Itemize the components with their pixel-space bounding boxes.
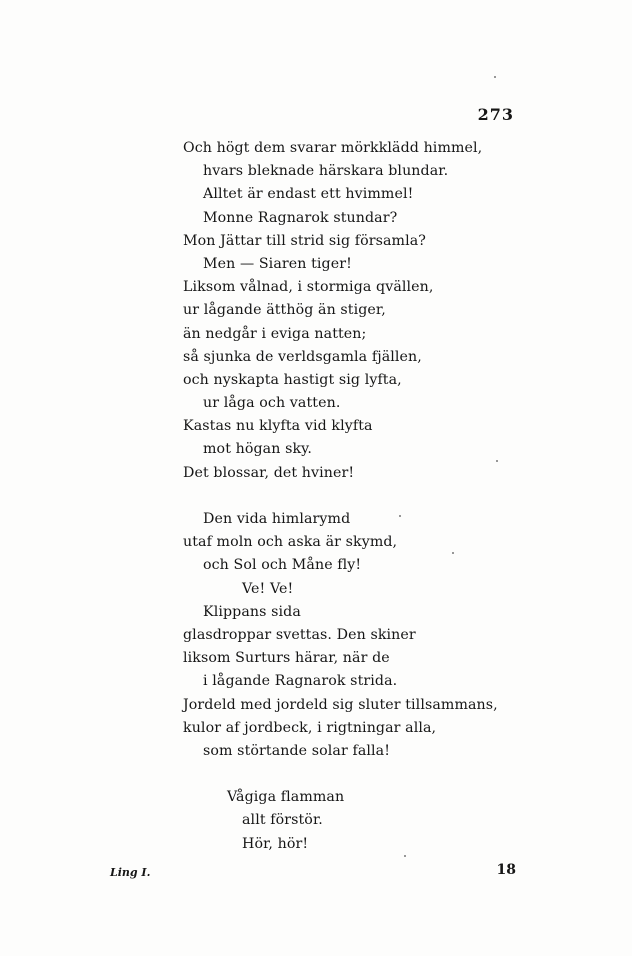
poem-line: ur lågande ätthög än stiger, xyxy=(183,302,386,319)
stanza-break xyxy=(183,763,523,786)
paper-speck xyxy=(452,552,454,554)
poem-line: Kastas nu klyfta vid klyfta xyxy=(183,418,373,435)
page-number: 273 xyxy=(477,105,514,124)
poem-line: Liksom vålnad, i stormiga qvällen, xyxy=(183,279,434,296)
poem-line: liksom Surturs härar, när de xyxy=(183,650,390,667)
poem-body xyxy=(183,137,523,856)
poem-line: och Sol och Måne fly! xyxy=(203,557,362,574)
paper-speck xyxy=(496,460,498,462)
poem-line: ur låga och vatten. xyxy=(203,395,341,412)
poem-line: Monne Ragnarok stundar? xyxy=(203,209,398,226)
paper-speck xyxy=(404,855,406,857)
printer-signature: Ling I. xyxy=(110,866,151,879)
poem-line: så sjunka de verldsgamla fjällen, xyxy=(183,348,422,365)
poem-line: Hör, hör! xyxy=(242,835,309,852)
poem-line: allt förstör. xyxy=(242,812,323,829)
poem-line: Ve! Ve! xyxy=(242,580,294,597)
paper-speck xyxy=(399,515,401,517)
stanza-break xyxy=(183,485,523,508)
poem-line: utaf moln och aska är skymd, xyxy=(183,534,398,551)
poem-line: glasdroppar svettas. Den skiner xyxy=(183,626,416,643)
poem-line: Det blossar, det hviner! xyxy=(183,464,355,481)
poem-line: Klippans sida xyxy=(203,603,301,620)
poem-line: än nedgår i eviga natten; xyxy=(183,325,367,342)
poem-line: hvars bleknade härskara blundar. xyxy=(203,163,449,180)
poem-line: Alltet är endast ett hvimmel! xyxy=(203,186,414,203)
poem-line: Men — Siaren tiger! xyxy=(203,255,352,272)
poem-line: kulor af jordbeck, i rigtningar alla, xyxy=(183,719,437,736)
poem-line: Och högt dem svarar mörkklädd himmel, xyxy=(183,140,483,156)
poem-line: som störtande solar falla! xyxy=(203,742,391,759)
poem-line: mot högan sky. xyxy=(203,441,312,458)
poem-line: Den vida himlarymd xyxy=(203,511,351,527)
sheet-number: 18 xyxy=(496,862,516,878)
poem-line: Vågiga flamman xyxy=(227,789,345,806)
paper-speck xyxy=(494,76,496,78)
poem-line: och nyskapta hastigt sig lyfta, xyxy=(183,371,402,388)
poem-line: Jordeld med jordeld sig sluter tillsammans, xyxy=(183,696,498,713)
poem-line: Mon Jättar till strid sig församla? xyxy=(183,232,427,249)
poem-line: i lågande Ragnarok strida. xyxy=(203,673,398,690)
